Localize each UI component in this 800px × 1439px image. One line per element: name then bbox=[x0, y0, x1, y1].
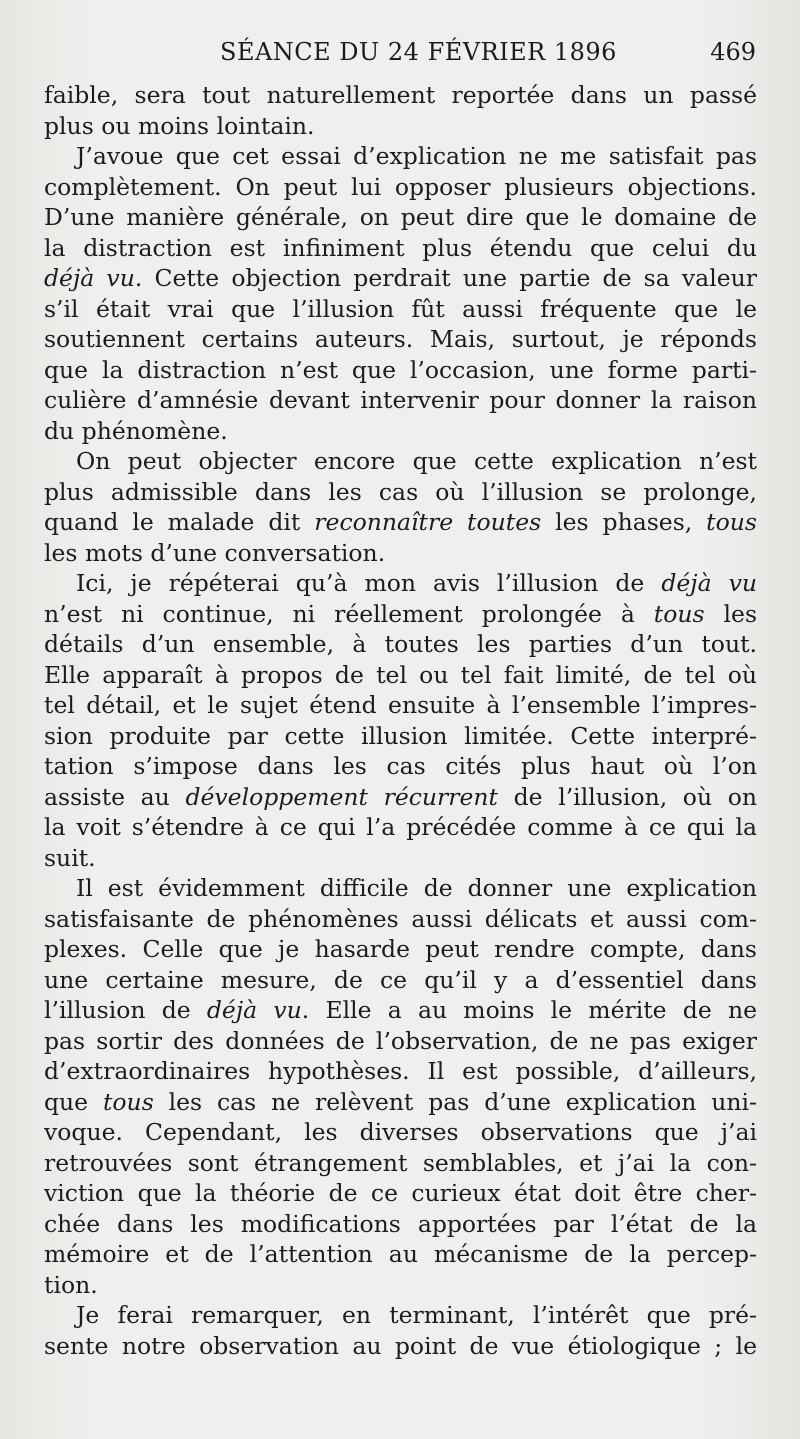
text-line: sion produite par cette illusion limitée. Cette interpré- bbox=[44, 721, 757, 750]
text-line: tation s’impose dans les cas cités plus haut où l’on bbox=[44, 752, 757, 780]
text-line: viction que la théorie de ce curieux état doit être cher- bbox=[44, 1179, 757, 1207]
text-line: que tous les cas ne relèvent pas d’une explication uni- bbox=[44, 1087, 757, 1116]
text-line: s’il était vrai que l’illusion fût aussi fréquente que le bbox=[44, 294, 757, 323]
text-line: D’une manière générale, on peut dire que le domaine de bbox=[44, 203, 757, 231]
text-line: assiste au développement récurrent de l’illusion, où on bbox=[44, 782, 757, 811]
text-line: Elle apparaît à propos de tel ou tel fait limité, de tel où bbox=[44, 660, 757, 689]
text-line: soutiennent certains auteurs. Mais, surtout, je réponds bbox=[44, 325, 757, 353]
text-line: la distraction est infiniment plus étendu que celui du bbox=[44, 233, 757, 262]
text-line: détails d’un ensemble, à toutes les parties d’un tout. bbox=[44, 630, 757, 658]
text-line: mémoire et de l’attention au mécanisme de la percep- bbox=[44, 1240, 757, 1268]
text-line: d’extraordinaires hypothèses. Il est possible, d’ailleurs, bbox=[44, 1057, 757, 1085]
text-line: plus ou moins lointain. bbox=[44, 111, 315, 140]
text-line: culière d’amnésie devant intervenir pour donner la raison bbox=[44, 386, 757, 414]
text-line: Je ferai remarquer, en terminant, l’intérêt que pré- bbox=[76, 1301, 757, 1329]
text-line: sente notre observation au point de vue étiologique ; le bbox=[44, 1331, 757, 1360]
text-line: complètement. On peut lui opposer plusieurs objections. bbox=[44, 172, 757, 201]
text-line: retrouvées sont étrangement semblables, et j’ai la con- bbox=[44, 1148, 757, 1177]
text-line: quand le malade dit reconnaître toutes les phases, tous bbox=[44, 508, 757, 536]
text-line: n’est ni continue, ni réellement prolongée à tous les bbox=[44, 599, 757, 628]
page-header bbox=[0, 38, 800, 74]
page-number: 469 bbox=[710, 38, 756, 66]
text-line: que la distraction n’est que l’occasion, une forme parti- bbox=[44, 355, 757, 384]
text-line: satisfaisante de phénomènes aussi délicats et aussi com- bbox=[44, 904, 757, 933]
text-line: du phénomène. bbox=[44, 416, 228, 445]
text-line: faible, sera tout naturellement reportée dans un passé bbox=[44, 81, 757, 109]
text-line: chée dans les modifications apportées par l’état de la bbox=[44, 1209, 757, 1238]
text-line: déjà vu. Cette objection perdrait une partie de sa valeur bbox=[44, 264, 757, 292]
text-line: suit. bbox=[44, 843, 96, 872]
body-text bbox=[44, 80, 757, 1361]
running-title: SÉANCE DU 24 FÉVRIER 1896 bbox=[220, 38, 617, 66]
text-line: les mots d’une conversation. bbox=[44, 538, 386, 567]
text-line: plexes. Celle que je hasarde peut rendre compte, dans bbox=[44, 935, 757, 963]
text-line: plus admissible dans les cas où l’illusion se prolonge, bbox=[44, 477, 757, 506]
text-line: pas sortir des données de l’observation, de ne pas exiger bbox=[44, 1026, 757, 1055]
text-line: tel détail, et le sujet étend ensuite à l’ensemble l’impres- bbox=[44, 691, 757, 719]
text-line: tion. bbox=[44, 1270, 98, 1299]
text-line: J’avoue que cet essai d’explication ne me satisfait pas bbox=[76, 142, 757, 170]
text-line: Ici, je répéterai qu’à mon avis l’illusion de déjà vu bbox=[76, 569, 757, 597]
text-line: une certaine mesure, de ce qu’il y a d’essentiel dans bbox=[44, 965, 757, 994]
text-line: voque. Cependant, les diverses observations que j’ai bbox=[44, 1118, 757, 1146]
text-line: Il est évidemment difficile de donner une explication bbox=[76, 874, 757, 902]
text-line: On peut objecter encore que cette explication n’est bbox=[76, 447, 757, 475]
text-line: l’illusion de déjà vu. Elle a au moins le mérite de ne bbox=[44, 996, 757, 1024]
text-line: la voit s’étendre à ce qui l’a précédée comme à ce qui la bbox=[44, 813, 757, 841]
